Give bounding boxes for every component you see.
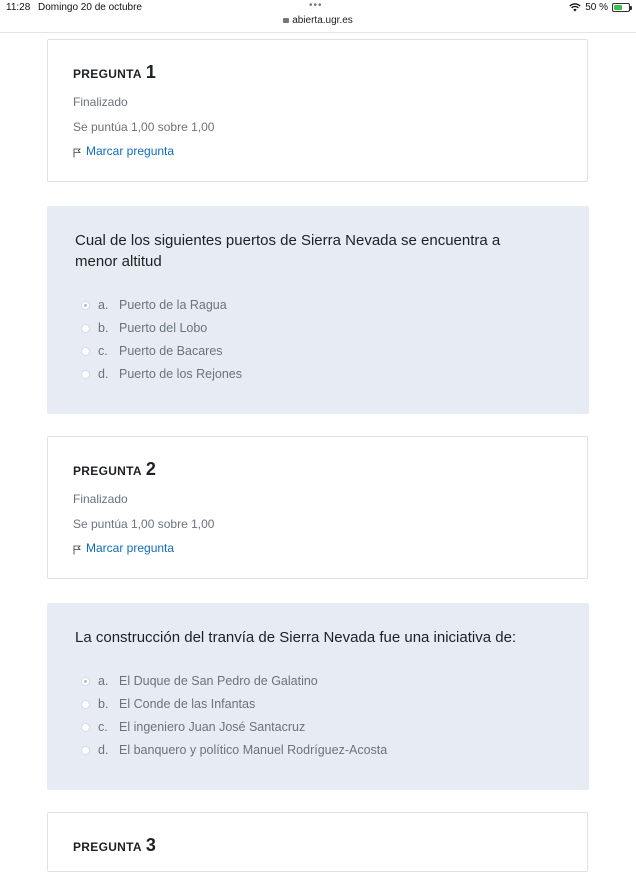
question-grade: Se puntúa 1,00 sobre 1,00	[73, 120, 215, 134]
question-heading	[73, 835, 156, 856]
flag-icon	[73, 148, 81, 158]
radio-button[interactable]	[81, 347, 90, 356]
question-label: PREGUNTA	[73, 67, 142, 81]
radio-button[interactable]	[81, 723, 90, 732]
answer-option[interactable]	[81, 742, 387, 758]
question-info-card	[47, 812, 588, 872]
wifi-icon	[569, 3, 581, 12]
answer-text: El Conde de las Infantas	[119, 697, 256, 711]
status-time: 11:28	[6, 2, 31, 13]
flag-question-label: Marcar pregunta	[86, 541, 175, 555]
answer-option[interactable]	[81, 320, 207, 336]
answer-option[interactable]	[81, 673, 318, 689]
question-label: PREGUNTA	[73, 840, 142, 854]
question-heading	[73, 459, 156, 480]
answer-letter: a.	[98, 674, 109, 688]
radio-button[interactable]	[81, 301, 90, 310]
question-info-card	[47, 436, 588, 579]
answer-option[interactable]	[81, 343, 223, 359]
status-date: Domingo 20 de octubre	[38, 2, 142, 13]
answer-letter: b.	[98, 697, 109, 711]
question-heading	[73, 62, 156, 83]
radio-button[interactable]	[81, 324, 90, 333]
answer-option[interactable]	[81, 696, 255, 712]
question-number: 1	[145, 62, 157, 82]
answer-text: El ingeniero Juan José Santacruz	[119, 720, 306, 734]
answer-text: El Duque de San Pedro de Galatino	[119, 674, 318, 688]
question-grade: Se puntúa 1,00 sobre 1,00	[73, 517, 215, 531]
question-text: La construcción del tranvía de Sierra Nevada fue una iniciativa de:	[75, 629, 517, 646]
battery-percent: 50 %	[585, 2, 608, 13]
flag-question-label: Marcar pregunta	[86, 144, 175, 158]
answer-text: Puerto de los Rejones	[119, 367, 242, 381]
flag-question-link[interactable]	[73, 144, 174, 158]
browser-status-bar	[0, 0, 636, 33]
answer-text: Puerto de Bacares	[119, 344, 223, 358]
question-number: 2	[145, 459, 157, 479]
question-state: Finalizado	[73, 492, 128, 506]
question-number: 3	[145, 835, 157, 855]
lock-icon	[283, 18, 289, 23]
question-content	[47, 206, 589, 414]
question-label: PREGUNTA	[73, 464, 142, 478]
answer-option[interactable]	[81, 719, 305, 735]
address-url: abierta.ugr.es	[292, 15, 353, 26]
answer-option[interactable]	[81, 366, 242, 382]
answer-letter: d.	[98, 743, 109, 757]
radio-button[interactable]	[81, 370, 90, 379]
answer-text: Puerto del Lobo	[119, 321, 208, 335]
answer-letter: c.	[98, 344, 108, 358]
more-options-icon[interactable]: •••	[309, 0, 323, 11]
answer-letter: c.	[98, 720, 108, 734]
radio-button[interactable]	[81, 700, 90, 709]
flag-question-link[interactable]	[73, 541, 174, 555]
answer-letter: d.	[98, 367, 109, 381]
flag-icon	[73, 545, 81, 555]
question-info-card	[47, 39, 588, 182]
radio-button[interactable]	[81, 677, 90, 686]
radio-button[interactable]	[81, 746, 90, 755]
question-state: Finalizado	[73, 95, 128, 109]
battery-icon	[612, 3, 630, 12]
question-text: Cual de los siguientes puertos de Sierra Nevada se encuentra a menor altitud	[75, 232, 501, 270]
answer-text: El banquero y político Manuel Rodríguez-Acosta	[119, 743, 388, 757]
question-content	[47, 603, 589, 790]
answer-option[interactable]	[81, 297, 227, 313]
answer-letter: b.	[98, 321, 109, 335]
answer-text: Puerto de la Ragua	[119, 298, 227, 312]
address-bar[interactable]	[0, 15, 636, 26]
answer-letter: a.	[98, 298, 109, 312]
